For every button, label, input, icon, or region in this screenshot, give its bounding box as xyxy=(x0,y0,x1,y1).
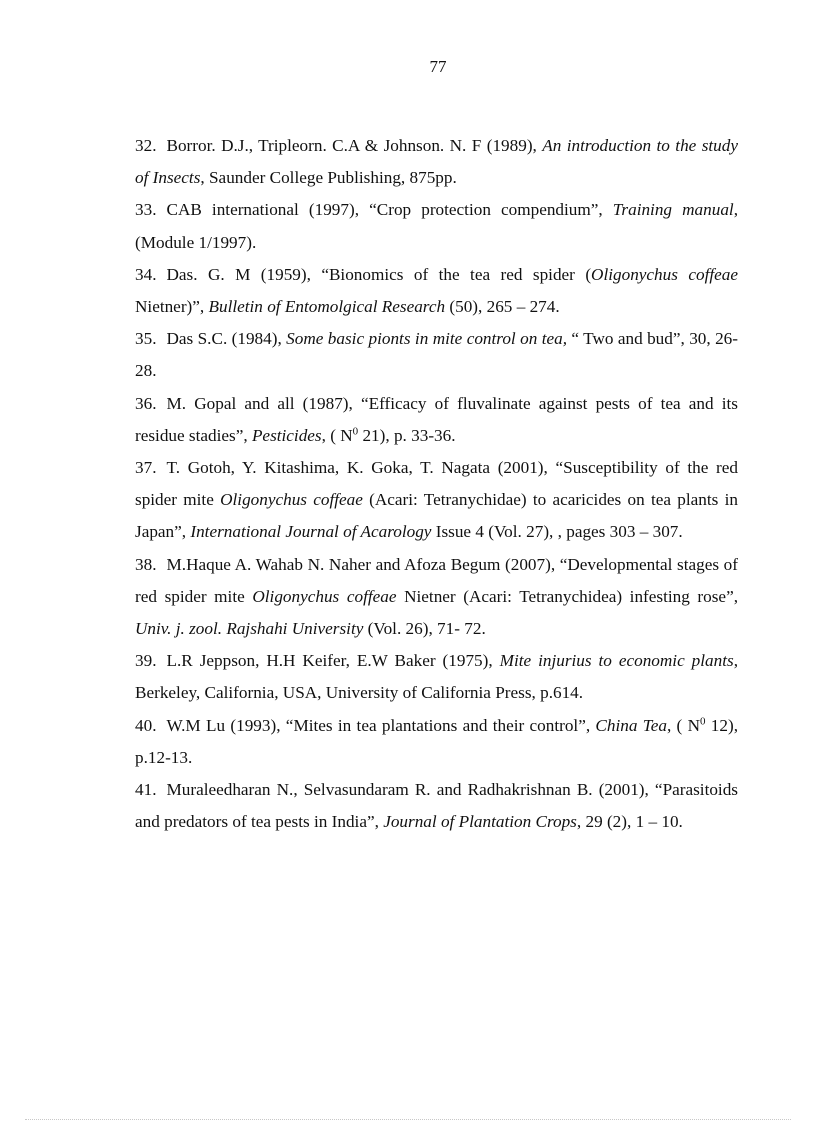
reference-text: M. Gopal and all (1987), “Efficacy of fluvalinate against pests of tea and its residue stadies”, xyxy=(135,393,738,445)
reference-list xyxy=(135,130,738,838)
reference-text: (50), 265 – 274. xyxy=(445,297,560,317)
page-bottom-divider xyxy=(25,1119,791,1120)
reference-text: , ( N xyxy=(666,715,700,735)
reference-entry xyxy=(135,452,738,549)
reference-text: “ Two and bud”, 30, 26-28. xyxy=(135,329,738,381)
reference-italic-title: Some basic pionts in mite control on tea, xyxy=(286,329,568,349)
reference-entry xyxy=(135,549,738,646)
reference-italic-title: Bulletin of Entomolgical Research xyxy=(208,297,446,317)
superscript-text: 0 xyxy=(352,425,359,438)
reference-italic-title: Training manual xyxy=(612,200,734,220)
reference-entry xyxy=(135,710,738,774)
reference-entry xyxy=(135,259,738,323)
reference-italic-title: An introduction to the study of Insects xyxy=(135,136,738,188)
page-number: 77 xyxy=(429,57,447,76)
reference-number: 32. xyxy=(135,136,157,155)
reference-text: 21), p. 33-36. xyxy=(358,425,456,445)
reference-number: 37. xyxy=(135,458,157,478)
reference-number: 35. xyxy=(135,329,157,349)
reference-entry xyxy=(135,194,738,258)
reference-number: 41. xyxy=(135,780,157,800)
reference-text: Borror. D.J., Tripleorn. C.A & Johnson. N. F (1989), xyxy=(166,136,543,155)
reference-number: 38. xyxy=(135,554,157,574)
reference-text: Nietner)”, xyxy=(135,297,209,317)
reference-italic-title: Univ. j. zool. Rajshahi University xyxy=(135,619,364,639)
reference-text: , ( N xyxy=(321,425,353,445)
reference-number: 36. xyxy=(135,393,157,413)
reference-entry xyxy=(135,774,738,838)
reference-text: , (Module 1/1997). xyxy=(135,200,738,252)
superscript-text: 0 xyxy=(699,714,706,727)
reference-text: Muraleedharan N., Selvasundaram R. and Radhakrishnan B. (2001), “Parasitoids and predators of tea pests in India”, xyxy=(135,780,738,832)
reference-text: , Berkeley, California, USA, University of California Press, p.614. xyxy=(135,651,738,703)
reference-text: M.Haque A. Wahab N. Naher and Afoza Begum (2007), “Developmental stages of red spider mite xyxy=(135,554,738,606)
reference-italic-title: China Tea xyxy=(595,715,667,735)
reference-text: L.R Jeppson, H.H Keifer, E.W Baker (1975), xyxy=(166,651,500,671)
reference-number: 34. xyxy=(135,264,157,284)
reference-italic-title: Pesticides xyxy=(251,425,322,445)
reference-text: (Vol. 26), 71- 72. xyxy=(363,619,486,639)
reference-entry xyxy=(135,645,738,709)
reference-text: 12), p.12-13. xyxy=(135,715,738,767)
reference-italic-title: Oligonychus coffeae xyxy=(220,490,363,510)
reference-entry xyxy=(135,388,738,452)
reference-text: Nietner (Acari: Tetranychidea) infesting rose”, xyxy=(396,586,738,606)
reference-text: , 29 (2), 1 – 10. xyxy=(576,812,683,832)
reference-italic-title: International Journal of Acarology xyxy=(190,522,432,542)
reference-italic-title: Oligonychus coffeae xyxy=(252,586,397,606)
reference-text: Das S.C. (1984), xyxy=(166,329,287,349)
reference-text: Issue 4 (Vol. 27), , pages 303 – 307. xyxy=(431,522,683,542)
reference-text: W.M Lu (1993), “Mites in tea plantations and their control”, xyxy=(166,715,596,735)
reference-number: 40. xyxy=(135,715,157,735)
reference-text: T. Gotoh, Y. Kitashima, K. Goka, T. Nagata (2001), “Susceptibility of the red spider mite xyxy=(135,458,738,510)
reference-number: 33. xyxy=(135,200,157,220)
reference-entry xyxy=(135,323,738,387)
reference-italic-title: Journal of Plantation Crops xyxy=(383,812,577,832)
reference-text: (Acari: Tetranychidae) to acaricides on tea plants in Japan”, xyxy=(135,490,738,542)
reference-italic-title: Oligonychus coffeae xyxy=(591,264,738,284)
reference-text: CAB international (1997), “Crop protection compendium”, xyxy=(166,200,613,220)
reference-text: , Saunder College Publishing, 875pp. xyxy=(200,168,457,188)
reference-entry xyxy=(135,130,738,194)
reference-number: 39. xyxy=(135,651,157,671)
reference-text: Das. G. M (1959), “Bionomics of the tea red spider ( xyxy=(166,264,592,284)
reference-italic-title: Mite injurius to economic plants xyxy=(499,651,734,671)
